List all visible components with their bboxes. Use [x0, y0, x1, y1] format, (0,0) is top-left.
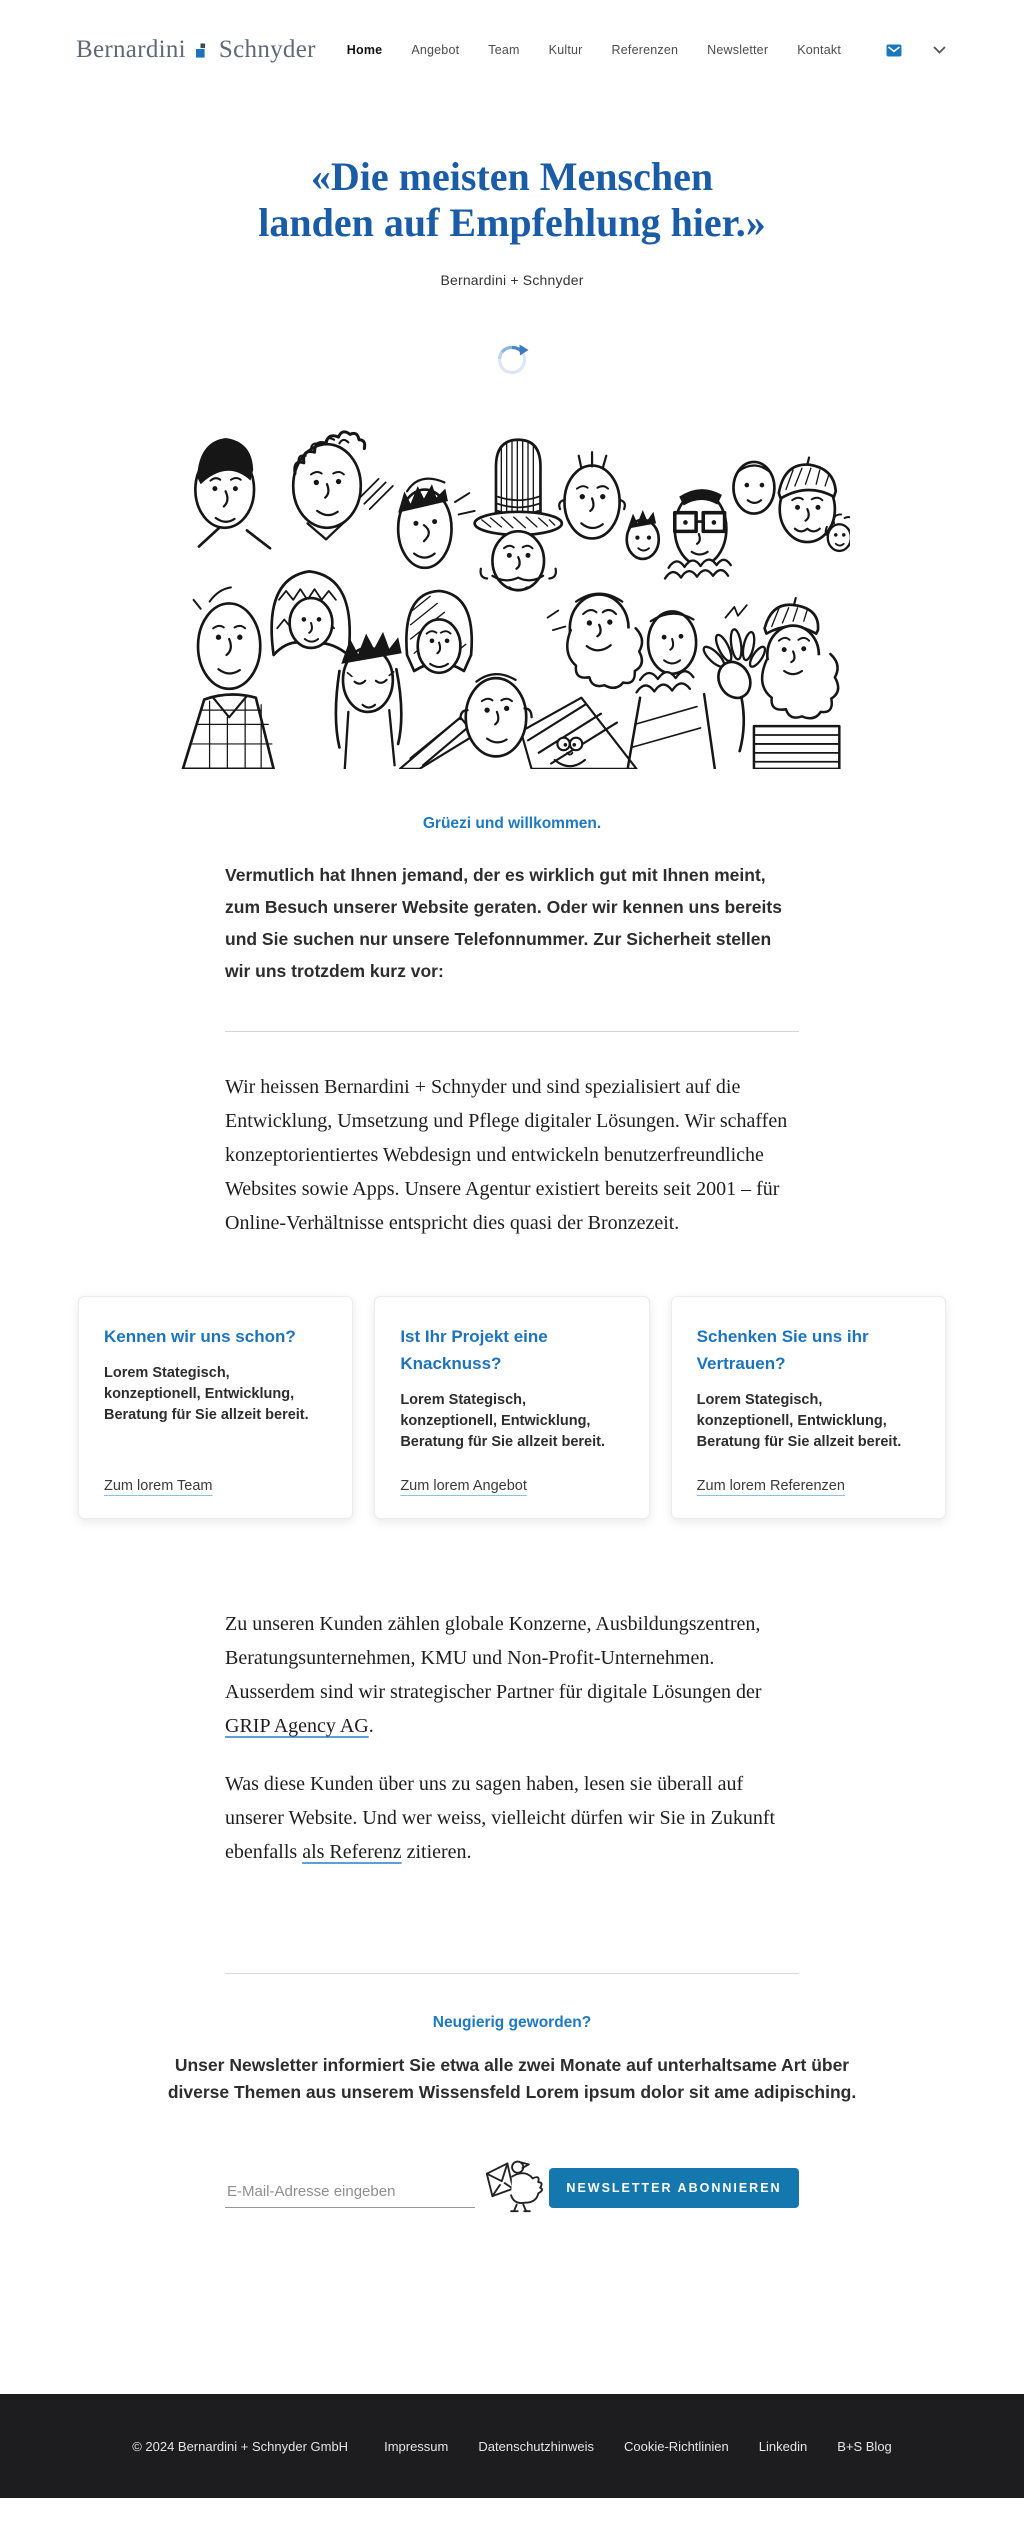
footer-link-impressum[interactable]: Impressum — [384, 2438, 449, 2454]
copyright-text: © 2024 Bernardini + Schnyder GmbH — [132, 2438, 349, 2454]
clients-text: Was diese Kunden über uns zu sagen haben, lesen sie überall auf unserer Website. Und wer weiss, vielleicht dürfen wir Sie in Zukunft ebenfalls — [225, 1773, 776, 1863]
nav-item-team[interactable]: Team — [488, 43, 520, 57]
newsletter-form — [225, 2150, 799, 2208]
nav-item-referenzen[interactable]: Referenzen — [611, 43, 679, 57]
clients-paragraph-1 — [225, 1607, 799, 1743]
intro-section — [0, 815, 1024, 1240]
hero-section — [0, 154, 1024, 769]
about-paragraph: Wir heissen Bernardini + Schnyder und sind spezialisiert auf die Entwicklung, Umsetzung und Pflege digitaler Lösungen. Wir schaffen konzeptorientiertes Webdesign und entwickeln benutzerfreundliche Websites sowie Apps. Unsere Agentur existiert bereits seit 2001 – für Online-Verhältnisse entspricht dies quasi der Bronzezeit. — [225, 1076, 788, 1234]
referenz-link[interactable]: als Referenz — [302, 1841, 402, 1863]
logo-text-left: Bernardini — [76, 36, 186, 63]
footer-link-datenschutz[interactable]: Datenschutzhinweis — [478, 2438, 594, 2454]
greeting-heading: Grüezi und willkommen. — [422, 815, 602, 832]
hero-headline-line2: landen auf Empfehlung hier.» — [258, 200, 766, 245]
site-header — [0, 0, 1024, 100]
card-body: Lorem Stategisch, konzeptionell, Entwicklung, Beratung für Sie allzeit bereit. — [104, 1365, 309, 1423]
newsletter-heading: Neugierig geworden? — [432, 2014, 592, 2031]
intro-lead-paragraph: Vermutlich hat Ihnen jemand, der es wirklich gut mit Ihnen meint, zum Besuch unserer Website geraten. Oder wir kennen uns bereits und Sie suchen nur unsere Telefonnummer. Zur Sicherheit stellen wir uns trotzdem kurz vor: — [225, 865, 782, 981]
teaser-cards — [78, 1296, 946, 1519]
doodle-bird-envelope-icon — [483, 2155, 543, 2213]
newsletter-text: Unser Newsletter informiert Sie etwa alle zwei Monate auf unterhaltsame Art über diverse Themen aus unserem Wissensfeld Lorem ipsum dolor sit ame adipisching. — [167, 2055, 857, 2102]
logo-squares-icon — [195, 43, 210, 58]
card-link-referenzen[interactable]: Zum lorem Referenzen — [696, 1478, 845, 1494]
refresh-quote-icon[interactable] — [0, 340, 1024, 378]
divider — [225, 1031, 799, 1032]
site-footer — [0, 2394, 1024, 2498]
mail-envelope-icon[interactable] — [886, 44, 902, 57]
clients-text: . — [368, 1715, 374, 1737]
hero-headline-line1: «Die meisten Menschen — [310, 154, 714, 199]
clients-text: zitieren. — [401, 1841, 472, 1863]
card-referenzen — [671, 1296, 946, 1519]
card-body: Lorem Stategisch, konzeptionell, Entwicklung, Beratung für Sie allzeit bereit. — [696, 1392, 902, 1450]
crowd-illustration — [174, 404, 850, 769]
divider — [225, 1973, 799, 1974]
nav-item-angebot[interactable]: Angebot — [411, 43, 460, 57]
card-team — [78, 1296, 353, 1519]
nav-item-home[interactable]: Home — [346, 43, 383, 57]
nav-item-newsletter[interactable]: Newsletter — [707, 43, 769, 57]
clients-paragraph-2 — [225, 1767, 799, 1869]
logo[interactable] — [76, 36, 316, 64]
email-input[interactable] — [225, 2177, 475, 2208]
card-link-team[interactable]: Zum lorem Team — [104, 1478, 213, 1494]
grip-agency-link[interactable]: GRIP Agency AG — [225, 1715, 369, 1737]
clients-section — [0, 1607, 1024, 1869]
card-title: Ist Ihr Projekt eine Knacknuss? — [400, 1327, 548, 1373]
hero-headline — [0, 154, 1024, 246]
footer-link-blog[interactable]: B+S Blog — [837, 2438, 892, 2454]
hero-subtitle: Bernardini + Schnyder — [440, 272, 584, 288]
clients-text: Zu unseren Kunden zählen globale Konzerne, Ausbildungszentren, Beratungsunternehmen, KMU und Non-Profit-Unternehmen. Ausserdem sind wir strategischer Partner für digitale Lösungen der — [225, 1613, 762, 1703]
card-title: Schenken Sie uns ihr Vertrauen? — [696, 1327, 869, 1373]
card-title: Kennen wir uns schon? — [104, 1327, 296, 1346]
newsletter-section — [0, 1973, 1024, 2208]
chevron-down-icon[interactable] — [933, 46, 946, 54]
nav-item-kontakt[interactable]: Kontakt — [797, 43, 841, 57]
card-link-angebot[interactable]: Zum lorem Angebot — [400, 1478, 527, 1494]
card-body: Lorem Stategisch, konzeptionell, Entwicklung, Beratung für Sie allzeit bereit. — [400, 1392, 605, 1450]
footer-link-cookies[interactable]: Cookie-Richtlinien — [624, 2438, 729, 2454]
nav-item-kultur[interactable]: Kultur — [548, 43, 583, 57]
card-angebot — [374, 1296, 649, 1519]
main-nav — [347, 43, 946, 57]
footer-link-linkedin[interactable]: Linkedin — [758, 2438, 808, 2454]
newsletter-subscribe-button[interactable]: NEWSLETTER ABONNIEREN — [549, 2168, 799, 2208]
logo-text-right: Schnyder — [218, 36, 316, 63]
